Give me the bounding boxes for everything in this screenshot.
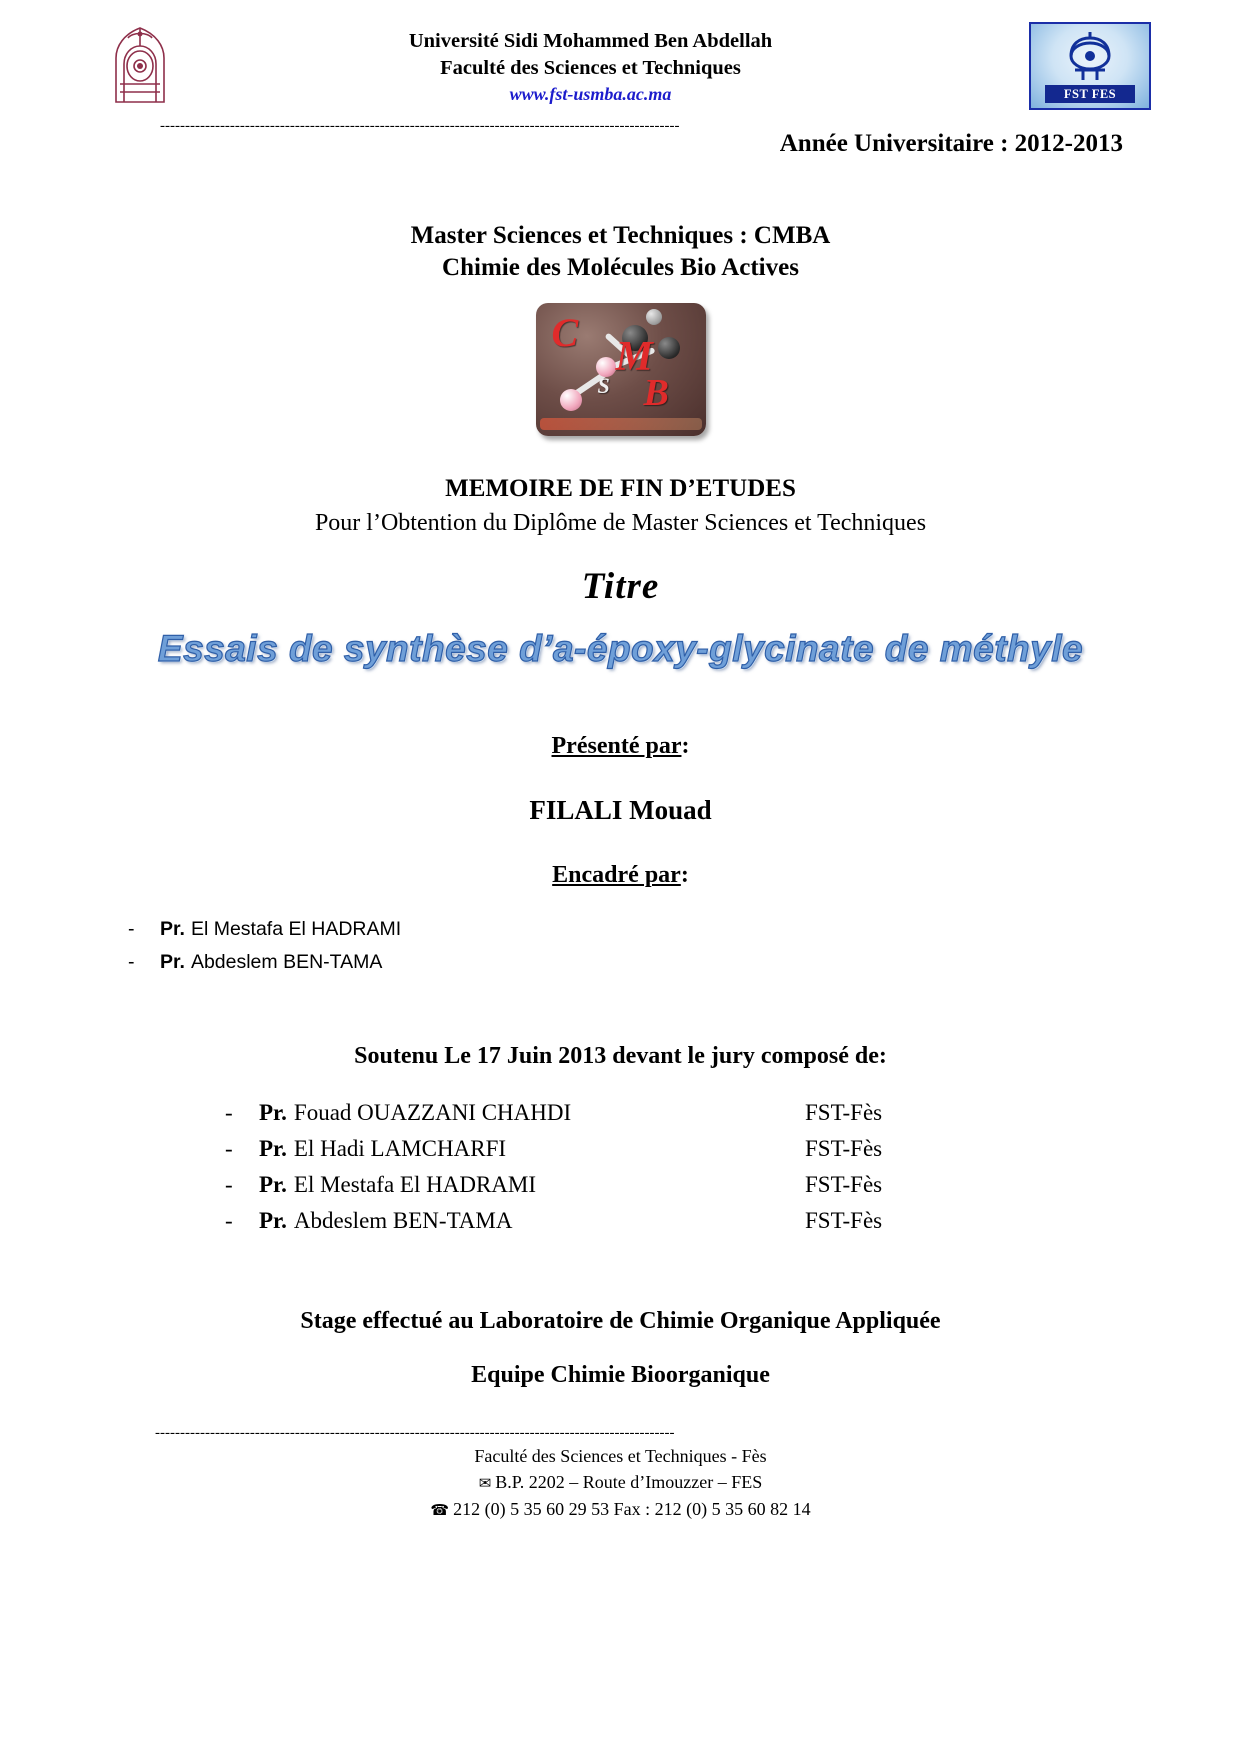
cmba-logo-strip — [540, 418, 702, 430]
supervisors-list — [128, 918, 828, 984]
jury-affiliation: FST-Fès — [805, 1208, 883, 1233]
website-url[interactable]: www.fst-usmba.ac.ma — [509, 84, 672, 104]
program-line-2: Chimie des Molécules Bio Actives — [442, 254, 799, 281]
internship-team: Equipe Chimie Bioorganique — [471, 1362, 770, 1388]
supervisor-title: Pr. — [160, 951, 185, 973]
presented-by-label — [0, 733, 1241, 760]
fst-fes-label: FST FES — [1045, 85, 1135, 103]
jury-title: Pr. — [259, 1172, 287, 1197]
jury-affiliation: FST-Fès — [805, 1172, 883, 1197]
jury-name: El Mestafa El HADRAMI — [293, 1172, 537, 1197]
page-header — [90, 18, 1161, 118]
cmba-letter-c: C — [551, 310, 579, 355]
jury-title: Pr. — [259, 1100, 287, 1125]
university-name: Université Sidi Mohammed Ben Abdellah — [408, 30, 773, 52]
supervised-by-text: Encadré par — [552, 862, 681, 888]
footer-address: B.P. 2202 – Route d’Imouzzer – FES — [495, 1472, 763, 1492]
title-label: Titre — [581, 566, 660, 607]
list-bullet: - — [128, 918, 135, 940]
internship-lab: Stage effectué au Laboratoire de Chimie Organique Appliquée — [300, 1308, 941, 1334]
cmba-letter-m: M — [615, 334, 653, 380]
jury-affiliation: FST-Fès — [805, 1100, 883, 1125]
footer-address-line — [0, 1469, 1241, 1496]
molecule-atom — [560, 389, 582, 411]
list-bullet: - — [128, 951, 135, 973]
footer-divider: -------------------------------------------------------------------------------------------------------- — [155, 1425, 675, 1441]
supervised-by-colon: : — [680, 862, 689, 888]
jury-name: Fouad OUAZZANI CHAHDI — [293, 1100, 572, 1125]
list-item — [128, 951, 828, 974]
header-institution-block — [220, 28, 961, 107]
table-row — [225, 1136, 985, 1172]
page-footer — [0, 1443, 1241, 1523]
footer-phone: 212 (0) 5 35 60 29 53 Fax : 212 (0) 5 35 60 82 14 — [453, 1499, 811, 1519]
program-line-1: Master Sciences et Techniques : CMBA — [410, 222, 831, 249]
cmba-logo — [536, 303, 706, 436]
thesis-title: Essais de synthèse d’a-époxy-glycinate de méthyle — [157, 628, 1084, 669]
table-row — [225, 1208, 985, 1244]
jury-list — [225, 1100, 985, 1244]
program-block — [0, 220, 1241, 284]
list-bullet: - — [225, 1172, 233, 1197]
thesis-purpose: Pour l’Obtention du Diplôme de Master Sciences et Techniques — [314, 510, 927, 536]
table-row — [225, 1172, 985, 1208]
molecule-atom — [646, 309, 662, 325]
supervisor-title: Pr. — [160, 918, 185, 940]
presented-by-text: Présenté par — [551, 733, 682, 759]
footer-contact-line — [0, 1496, 1241, 1523]
jury-name: El Hadi LAMCHARFI — [293, 1136, 507, 1161]
cmba-letter-s: S — [597, 373, 610, 398]
presented-by-colon: : — [681, 733, 690, 759]
list-bullet: - — [225, 1208, 233, 1233]
university-crest-logo — [100, 24, 180, 110]
table-row — [225, 1100, 985, 1136]
jury-title: Pr. — [259, 1208, 287, 1233]
supervisor-name: El Mestafa El HADRAMI — [190, 918, 402, 940]
fst-emblem-icon — [1031, 32, 1149, 86]
supervisor-name: Abdeslem BEN-TAMA — [190, 951, 383, 973]
jury-affiliation: FST-Fès — [805, 1136, 883, 1161]
list-bullet: - — [225, 1100, 233, 1125]
mail-icon: ✉ — [478, 1474, 492, 1492]
phone-icon: ☎ — [430, 1501, 450, 1519]
academic-year: Année Universitaire : 2012-2013 — [779, 130, 1123, 157]
defense-statement: Soutenu Le 17 Juin 2013 devant le jury composé de: — [354, 1043, 887, 1069]
supervised-by-label — [0, 862, 1241, 889]
molecule-atom — [658, 337, 680, 359]
thesis-type: MEMOIRE DE FIN D’ETUDES — [445, 475, 796, 502]
jury-title: Pr. — [259, 1136, 287, 1161]
footer-faculty: Faculté des Sciences et Techniques - Fès — [474, 1446, 767, 1466]
thesis-type-block — [0, 472, 1241, 540]
jury-name: Abdeslem BEN-TAMA — [293, 1208, 513, 1233]
header-divider: -------------------------------------------------------------------------------------------------------- — [160, 118, 680, 134]
list-item — [128, 918, 828, 941]
fst-fes-logo — [1029, 22, 1151, 110]
cmba-letter-b: B — [643, 372, 669, 414]
list-bullet: - — [225, 1136, 233, 1161]
faculty-name: Faculté des Sciences et Techniques — [440, 57, 741, 79]
author-name: FILALI Mouad — [529, 795, 712, 825]
